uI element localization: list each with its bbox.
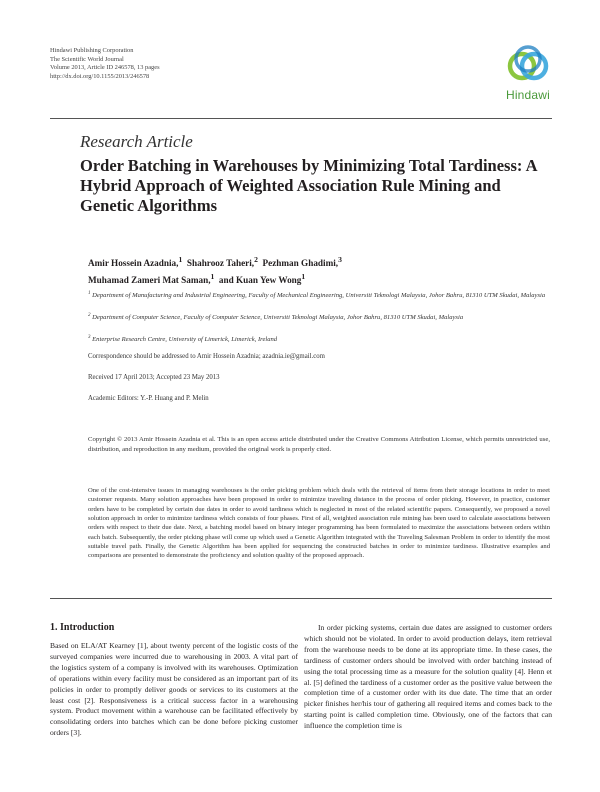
author-list <box>88 253 518 287</box>
affiliation: $^3$ Enterprise Research Centre, University of Limerick, Limerick, Ireland <box>88 335 278 344</box>
article-type: Research Article <box>80 132 193 151</box>
doi-link[interactable]: http://dx.doi.org/10.1155/2013/246578 <box>50 72 150 80</box>
author: Amir Hossein Azadnia,$^1$ <box>88 255 183 269</box>
header-rule <box>50 118 552 119</box>
academic-editors: Academic Editors: Y.-P. Huang and P. Melin <box>88 395 209 402</box>
author: and Kuan Yew Wong$^1$ <box>218 272 306 286</box>
hindawi-wordmark: Hindawi <box>505 88 551 102</box>
copyright-notice: Copyright © 2013 Amir Hossein Azadnia et al. This is an open access article distributed under the Creative Commons Attribution License, which permits unrestricted use, distribution, and reproduction in any medium, provided the original work is properly cited. <box>88 436 550 453</box>
affiliation: $^1$ Department of Manufacturing and Industrial Engineering, Faculty of Mechanical Engineering, Universiti Teknologi Malaysia, Johor Bahru, 81310 UTM Skudai, Malaysia <box>88 291 546 300</box>
publisher-name: Hindawi Publishing Corporation <box>50 47 134 54</box>
affiliation: $^2$ Department of Computer Science, Faculty of Computer Science, Universiti Teknologi Malaysia, Johor Bahru, 81310 UTM Skudai, Malaysia <box>88 313 464 322</box>
received-dates: Received 17 April 2013; Accepted 23 May 2013 <box>88 374 220 381</box>
paper-title: Order Batching in Warehouses by Minimizing Total Tardiness: A Hybrid Approach of Weighted Association Rule Mining and Genetic Algorithms <box>80 156 537 215</box>
body-column-left: Based on ELA/AT Kearney [1], about twenty percent of the logistic costs of the surveyed companies were incurred due to warehousing in 2003. A vital part of the logistics system of a company is involved with its warehouses. Optimization of operations within every facility must be considered as an important part of its policies in order to promptly deliver goods or services to its customers at the least cost [2]. Responsiveness is a critical success factor in a warehousing system. Product movement within a warehouse can be facilitated effectively by consolidating orders into batches which can be done before picking customer orders [3]. <box>50 641 298 738</box>
section-heading: 1. Introduction <box>50 622 115 633</box>
author: Shahrooz Taheri,$^2$ <box>186 255 258 269</box>
publisher-info <box>50 47 160 81</box>
author: Pezhman Ghadimi,$^3$ <box>262 255 342 269</box>
correspondence: Correspondence should be addressed to Amir Hossein Azadnia; azadnia.ie@gmail.com <box>88 353 325 360</box>
author: Muhamad Zameri Mat Saman,$^1$ <box>88 272 215 286</box>
abstract: One of the cost-intensive issues in managing warehouses is the order picking problem which deals with the retrieval of items from their storage locations in order to meet customer requests. Many solution approaches have been proposed in order to minimize traveling distance in the process of order picking. However, in practice, customer orders have to be completed by certain due dates in order to avoid tardiness which is neglected in most of the related scientific papers. Consequently, we proposed a novel solution approach in order to minimize tardiness which consists of four phases. First of all, weighted association rule mining has been used to calculate associations between orders with respect to their due date. Next, a batching model based on binary integer programming has been formulated to maximize the associations between orders within each batch. Subsequently, the order picking phase will come up which used a Genetic Algorithm integrated with the Traveling Salesman Problem in order to identify the most suitable travel path. Finally, the Genetic Algorithm has been applied for sequencing the constructed batches in order to minimize tardiness. Illustrative examples and comparisons are presented to demonstrate the proficiency and solution quality of the proposed approach. <box>88 487 550 560</box>
abstract-rule <box>50 598 552 599</box>
journal-name: The Scientific World Journal <box>50 55 124 63</box>
body-column-right: In order picking systems, certain due dates are assigned to customer orders which should not be violated. In order to avoid production delays, item retrieval from the warehouse needs to be done at its appropriate time. In these cases, the tardiness of customer orders should be involved with order batching instead of using the total processing time as a measure for the solution quality [4]. Henn et al. [5] defined the tardiness of a customer order as the positive value between the completion time of a customer order with its due date. The time that an order picker finishes her/his tour of gathering all required items and comes back to the starting point is called completion time. Obviously, one of the factors that can influence the completion time is <box>304 623 552 731</box>
volume-info: Volume 2013, Article ID 246578, 13 pages <box>50 64 160 72</box>
